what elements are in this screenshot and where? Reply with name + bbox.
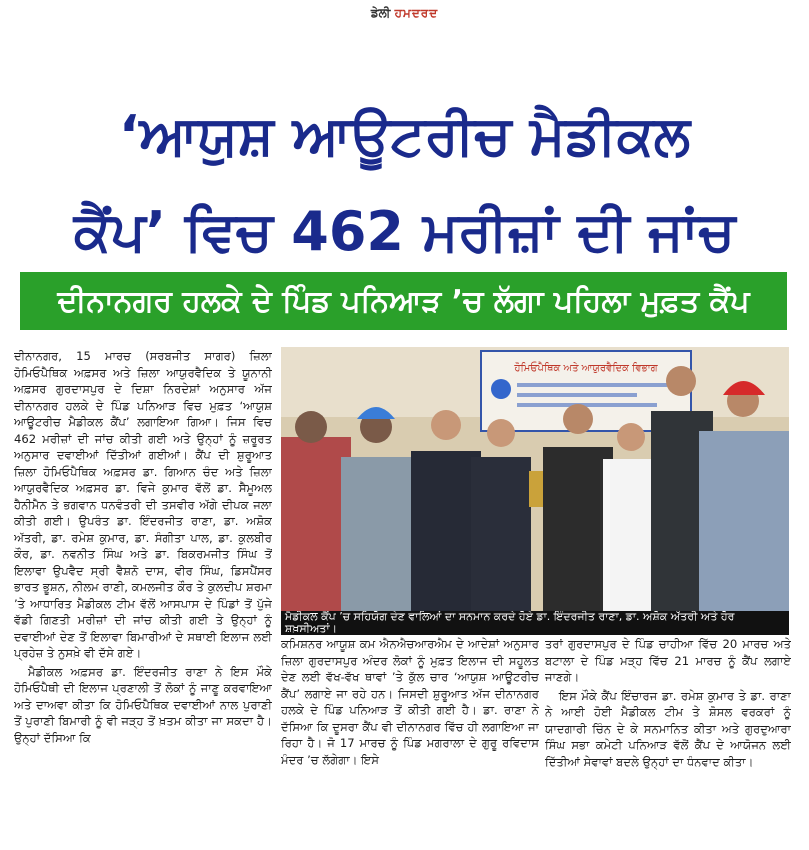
article-column-right <box>545 636 791 838</box>
headline <box>14 88 795 263</box>
photo-caption: ਮੈਡੀਕਲ ਕੈਂਪ ’ਚ ਸਹਿਯੋਗ ਦੇਣ ਵਾਲਿਆਂ ਦਾ ਸਨਮਾਨ ਕਰਦੇ ਹੋਏ ਡਾ. ਇੰਦਰਜੀਤ ਰਾਣਾ, ਡਾ. ਅਸ਼ੋਕ ਅੱਤਰੀ ਅਤੇ ਹੋਰ ਸ਼ਖ਼ਸੀਅਤਾਂ। <box>281 611 789 635</box>
masthead <box>0 6 809 21</box>
masthead-part1: ਡੇਲੀ <box>370 6 391 20</box>
headline-line1: ‘ਆਯੁਸ਼ ਆਊਟਰੀਚ ਮੈਡੀਕਲ <box>118 104 691 167</box>
camp-ceremony-illustration <box>281 347 789 611</box>
article-paragraph: ਦੀਨਾਨਗਰ, 15 ਮਾਰਚ (ਸਰਬਜੀਤ ਸਾਗਰ) ਜ਼ਿਲਾ ਹੋਮਿਓਪੈਥਿਕ ਅਫ਼ਸਰ ਅਤੇ ਜ਼ਿਲਾ ਆਯੁਰਵੈਦਿਕ ਤੇ ਯੂਨਾਨੀ ਅਫ਼ਸਰ ਗੁਰਦਾਸਪੁਰ ਦੇ ਦਿਸ਼ਾ ਨਿਰਦੇਸ਼ਾਂ ਅਨੁਸਾਰ ਅੱਜ ਦੀਨਾਨਗਰ ਹਲਕੇ ਦੇ ਪਿੰਡ ਪਨਿਆੜ ਵਿਚ ਮੁਫ਼ਤ ‘ਆਯੁਸ਼ ਆਊਟਰੀਚ ਮੈਡੀਕਲ ਕੈਂਪ’ ਲਗਾਇਆ ਗਿਆ। ਜਿਸ ਵਿਚ 462 ਮਰੀਜ਼ਾਂ ਦੀ ਜਾਂਚ ਕੀਤੀ ਗਈ ਅਤੇ ਉਨ੍ਹਾਂ ਨੂੰ ਜ਼ਰੂਰਤ ਅਨੁਸਾਰ ਦਵਾਈਆਂ ਦਿੱਤੀਆਂ ਗਈਆਂ। ਕੈਂਪ ਦੀ ਸ਼ੁਰੂਆਤ ਜ਼ਿਲਾ ਹੋਮਿਓਪੈਥਿਕ ਅਫ਼ਸਰ ਡਾ. ਗਿਆਨ ਚੰਦ ਅਤੇ ਜ਼ਿਲਾ ਆਯੁਰਵੈਦਿਕ ਅਫ਼ਸਰ ਡਾ. ਵਿਜੇ ਕੁਮਾਰ ਵੱਲੋਂ ਡਾ. ਸੈਮੂਅਲ ਹੈਨੀਮੈਨ ਤੇ ਭਗਵਾਨ ਧਨਵੰਤਰੀ ਦੀ ਤਸਵੀਰ ਅੱਗੇ ਦੀਪਕ ਜਲਾ ਕੀਤੀ ਗਈ। ਉਪਰੰਤ ਡਾ. ਇੰਦਰਜੀਤ ਰਾਣਾ, ਡਾ. ਅਸ਼ੋਕ ਅੱਤਰੀ, ਡਾ. ਰਮੇਸ਼ ਕੁਮਾਰ, ਡਾ. ਸੰਗੀਤਾ ਪਾਲ, ਡਾ. ਕੁਲਬੀਰ ਕੌਰ, ਡਾ. ਨਵਨੀਤ ਸਿੰਘ ਅਤੇ ਡਾ. ਬਿਕਰਮਜੀਤ ਸਿੰਘ ਤੋਂ ਇਲਾਵਾ ਉਪਵੈਦ ਸ੍ਰੀ ਵੈਸ਼ਨੋ ਦਾਸ, ਵੀਰ ਸਿੰਘ, ਡਿਸਪੈਂਸਰ ਭਾਰਤ ਭੂਸ਼ਨ, ਨੀਲਮ ਰਾਣੀ, ਕਮਲਜੀਤ ਕੌਰ ਤੇ ਕੁਲਦੀਪ ਸ਼ਰਮਾ ’ਤੇ ਆਧਾਰਿਤ ਮੈਡੀਕਲ ਟੀਮ ਵੱਲੋਂ ਆਸਪਾਸ ਦੇ ਪਿੰਡਾਂ ਤੋਂ ਪੁੱਜੇ ਵੱਡੀ ਗਿਣਤੀ ਮਰੀਜ਼ਾਂ ਦੀ ਜਾਂਚ ਕੀਤੀ ਗਈ ਤੇ ਉਨ੍ਹਾਂ ਨੂੰ ਦਵਾਈਆਂ ਦੇਣ ਤੋਂ ਇਲਾਵਾ ਬਿਮਾਰੀਆਂ ਦੇ ਸਥਾਈ ਇਲਾਜ ਲਈ ਪ੍ਰਹੇਜ਼ ਤੇ ਨੁਸਖ਼ੇ ਵੀ ਦੱਸੇ ਗਏ। <box>14 349 272 660</box>
article-paragraph: ਮੈਡੀਕਲ ਅਫ਼ਸਰ ਡਾ. ਇੰਦਰਜੀਤ ਰਾਣਾ ਨੇ ਇਸ ਮੌਕੇ ਹੋਮਿਓਪੈਥੀ ਦੀ ਇਲਾਜ ਪ੍ਰਣਾਲੀ ਤੋਂ ਲੋਕਾਂ ਨੂੰ ਜਾਣੂ ਕਰਵਾਇਆ ਅਤੇ ਦਾਅਵਾ ਕੀਤਾ ਕਿ ਹੋਮਿਓਪੈਥਿਕ ਦਵਾਈਆਂ ਨਾਲ ਪੁਰਾਣੀ ਤੋਂ ਪੁਰਾਣੀ ਬਿਮਾਰੀ ਨੂੰ ਵੀ ਜੜ੍ਹ ਤੋਂ ਖ਼ਤਮ ਕੀਤਾ ਜਾ ਸਕਦਾ ਹੈ। ਉਨ੍ਹਾਂ ਦੱਸਿਆ ਕਿ <box>14 664 272 745</box>
masthead-part2: ਹਮਦਰਦ <box>394 6 439 20</box>
banner-text: ਹੋਮਿਓਪੈਥਿਕ ਅਤੇ ਆਯੁਰਵੈਦਿਕ ਵਿਭਾਗ <box>514 363 658 374</box>
news-photo <box>281 347 789 611</box>
headline-line2: ਕੈਂਪ’ ਵਿਚ 462 ਮਰੀਜ਼ਾਂ ਦੀ ਜਾਂਚ <box>73 200 736 263</box>
article-column-left <box>14 348 272 838</box>
article-paragraph: ਇਸ ਮੌਕੇ ਕੈਂਪ ਇੰਚਾਰਜ ਡਾ. ਰਮੇਸ਼ ਕੁਮਾਰ ਤੇ ਡਾ. ਰਾਣਾ ਨੇ ਆਈ ਹੋਈ ਮੈਡੀਕਲ ਟੀਮ ਤੇ ਸ਼ੋਸਲ ਵਰਕਰਾਂ ਨੂੰ ਯਾਦਗਾਰੀ ਚਿੰਨ ਦੇ ਕੇ ਸਨਮਾਨਿਤ ਕੀਤਾ ਅਤੇ ਗੁਰਦੁਆਰਾ ਸਿੰਘ ਸਭਾ ਕਮੇਟੀ ਪਨਿਆੜ ਵੱਲੋਂ ਕੈਂਪ ਦੇ ਆਯੋਜਨ ਲਈ ਦਿੱਤੀਆਂ ਸੇਵਾਵਾਂ ਬਦਲੇ ਉਨ੍ਹਾਂ ਦਾ ਧੰਨਵਾਦ ਕੀਤਾ। <box>545 688 791 769</box>
article-column-middle <box>281 636 539 838</box>
article-paragraph: ਕਮਿਸ਼ਨਰ ਆਯੂਸ਼ ਕਮ ਐਨਐਚਆਰਐਮ ਦੇ ਆਦੇਸ਼ਾਂ ਅਨੁਸਾਰ ਜ਼ਿਲਾ ਗੁਰਦਾਸਪੁਰ ਅੰਦਰ ਲੋਕਾਂ ਨੂੰ ਮੁਫ਼ਤ ਇਲਾਜ ਦੀ ਸਹੂਲਤ ਦੇਣ ਲਈ ਵੱਖ-ਵੱਖ ਥਾਵਾਂ ’ਤੇ ਕੁੱਲ ਚਾਰ ‘ਆਯੁਸ਼ ਆਊਟਰੀਚ ਕੈਂਪ’ ਲਗਾਏ ਜਾ ਰਹੇ ਹਨ। ਜਿਸਦੀ ਸ਼ੁਰੂਆਤ ਅੱਜ ਦੀਨਾਨਗਰ ਹਲਕੇ ਦੇ ਪਿੰਡ ਪਨਿਆੜ ਤੋਂ ਕੀਤੀ ਗਈ ਹੈ। ਡਾ. ਰਾਣਾ ਨੇ ਦੱਸਿਆ ਕਿ ਦੂਸਰਾ ਕੈਂਪ ਵੀ ਦੀਨਾਨਗਰ ਵਿੱਚ ਹੀ ਲਗਾਇਆ ਜਾ ਰਿਹਾ ਹੈ। ਜੋ 17 ਮਾਰਚ ਨੂੰ ਪਿੰਡ ਮਗਰਾਲਾ ਦੇ ਗੁਰੂ ਰਵਿਦਾਸ ਮੰਦਰ ’ਚ ਲੱਗੇਗਾ। ਇਸੇ <box>281 637 539 767</box>
subheadline-bar <box>20 272 787 330</box>
subheadline-text: ਦੀਨਾਨਗਰ ਹਲਕੇ ਦੇ ਪਿੰਡ ਪਨਿਆੜ ’ਚ ਲੱਗਾ ਪਹਿਲਾ ਮੁਫ਼ਤ ਕੈਂਪ <box>57 283 750 319</box>
article-paragraph: ਤਰਾਂ ਗੁਰਦਾਸਪੁਰ ਦੇ ਪਿੰਡ ਚਾਹੀਆ ਵਿੱਚ 20 ਮਾਰਚ ਅਤੇ ਬਟਾਲਾ ਦੇ ਪਿੰਡ ਮੜ੍ਹ ਵਿੱਚ 21 ਮਾਰਚ ਨੂੰ ਕੈਂਪ ਲਗਾਏ ਜਾਣਗੇ। <box>545 637 791 684</box>
